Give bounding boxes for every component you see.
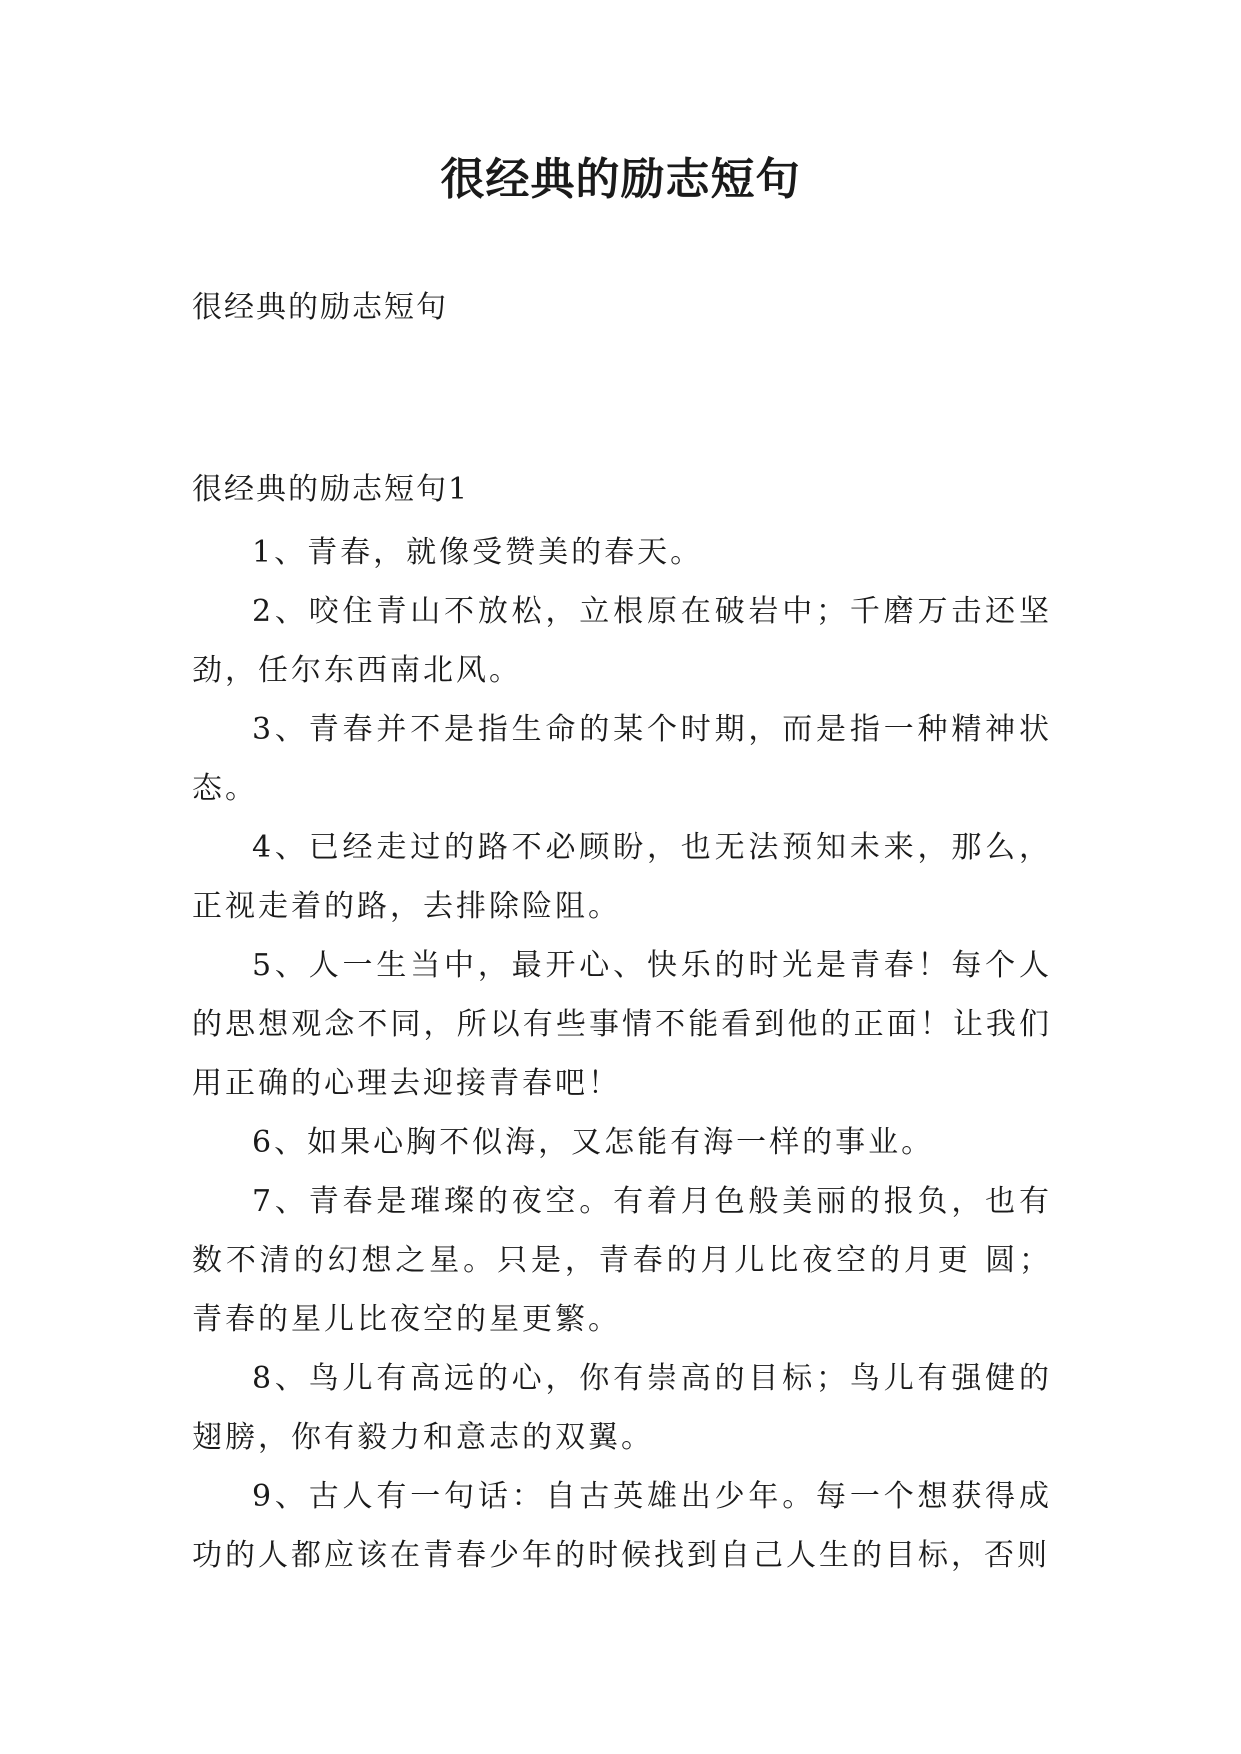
quote-item: 4、已经走过的路不必顾盼，也无法预知未来，那么，正视走着的路，去排除险阻。 (192, 830, 1052, 924)
quote-item: 2、咬住青山不放松，立根原在破岩中；千磨万击还坚劲，任尔东西南北风。 (192, 594, 1052, 688)
quote-item: 9、古人有一句话：自古英雄出少年。每一个想获得成功的人都应该在青春少年的时候找到自己人生的目标，否则 (192, 1479, 1052, 1573)
quote-item: 7、青春是璀璨的夜空。有着月色般美丽的报负，也有数不清的幻想之星。只是，青春的月儿比夜空的月更 圆；青春的星儿比夜空的星更繁。 (192, 1184, 1052, 1337)
quote-item: 6、如果心胸不似海，又怎能有海一样的事业。 (252, 1125, 935, 1160)
quote-list (192, 523, 1052, 1585)
document-subtitle: 很经典的励志短句 (192, 290, 448, 325)
section-heading: 很经典的励志短句1 (192, 472, 470, 507)
quote-item: 3、青春并不是指生命的某个时期，而是指一种精神状态。 (192, 712, 1052, 806)
quote-item: 5、人一生当中，最开心、快乐的时光是青春！每个人的思想观念不同，所以有些事情不能看到他的正面！让我们用正确的心理去迎接青春吧！ (192, 948, 1052, 1101)
quote-item: 1、青春，就像受赞美的春天。 (252, 535, 704, 570)
document-title: 很经典的励志短句 (440, 154, 801, 205)
quote-item: 8、鸟儿有高远的心，你有崇高的目标；鸟儿有强健的翅膀，你有毅力和意志的双翼。 (192, 1361, 1052, 1455)
